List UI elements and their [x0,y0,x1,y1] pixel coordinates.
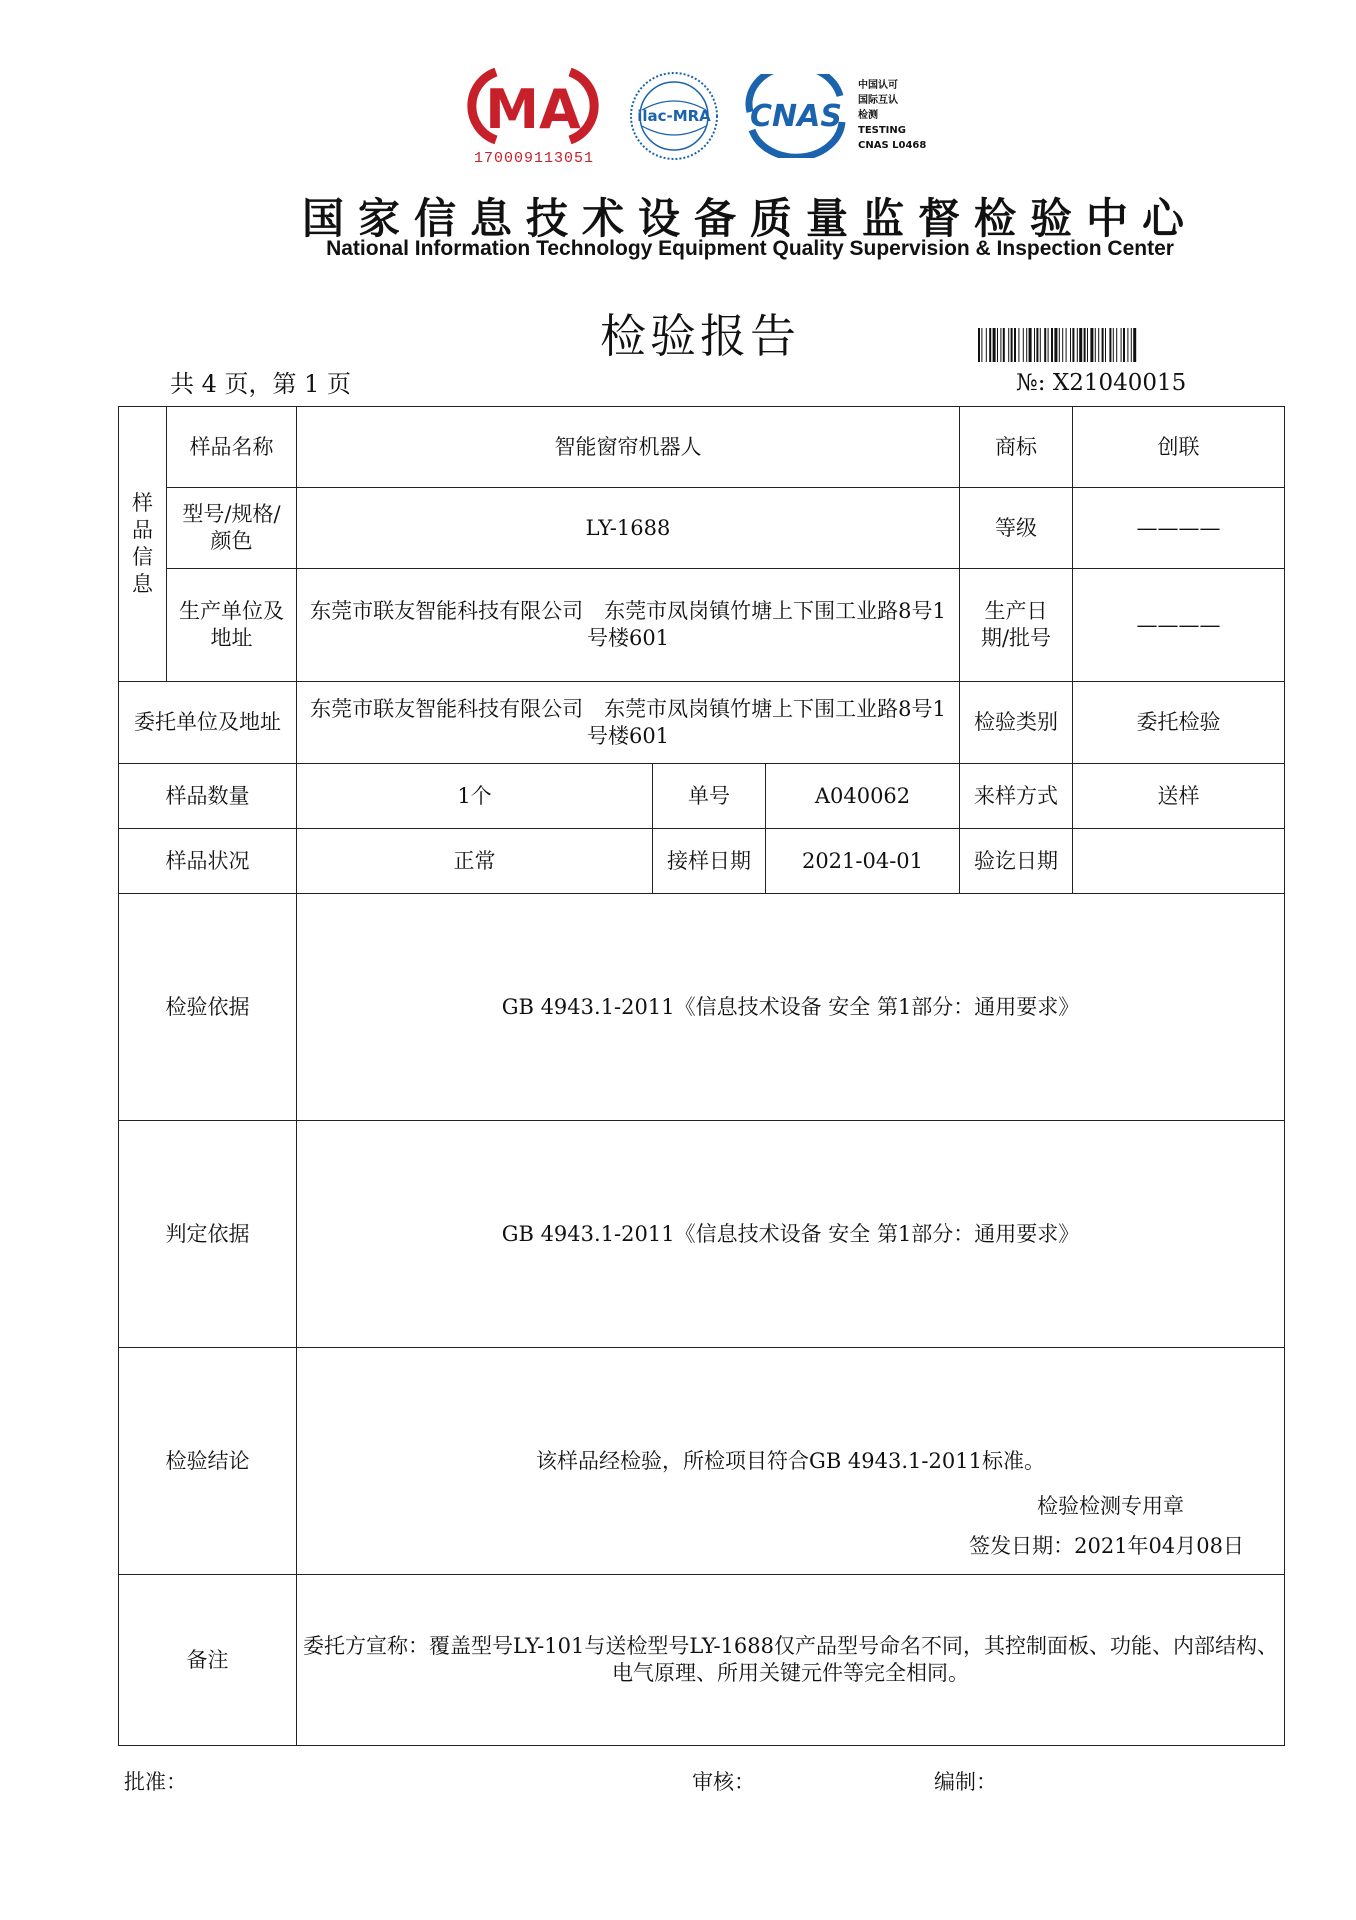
cnas-line-5: CNAS L0468 [858,140,927,151]
barcode-bar [1029,328,1032,362]
manufacturer-value: 东莞市联友智能科技有限公司 东莞市凤岗镇竹塘上下围工业路8号1号楼601 [297,569,960,682]
delivery-value: 送样 [1073,764,1285,829]
conclusion-cell [297,1348,1285,1575]
barcode-bar [1036,328,1038,362]
sample-info-section [119,407,167,682]
model-value: LY-1688 [297,488,960,569]
order-no-value: A040062 [766,764,960,829]
barcode-bar [981,328,982,362]
test-type-value: 委托检验 [1073,682,1285,764]
cma-logo [466,66,600,146]
finish-date-value [1073,829,1285,894]
barcode-bar [1040,328,1041,362]
finish-date-label: 验讫日期 [960,829,1073,894]
barcode-bar [1109,328,1111,362]
judge-label: 判定依据 [119,1121,297,1348]
organization-name-en: National Information Technology Equipment Quality Supervision & Inspection Center [326,237,1174,260]
barcode-bar [1062,328,1063,362]
basis-label: 检验依据 [119,894,297,1121]
judge-value: GB 4943.1-2011《信息技术设备 安全 第1部分：通用要求》 [297,1121,1285,1348]
barcode-bar [1054,328,1057,362]
barcode-bar [1051,328,1053,362]
issue-date: 签发日期：2021年04月08日 [969,1534,1244,1558]
barcode-bar [1084,328,1086,362]
grade-label: 等级 [960,488,1073,569]
barcode-bar [1014,328,1016,362]
page-info: 共 4 页，第 1 页 [170,370,352,398]
barcode-bar [1048,328,1049,362]
inspection-stamp-text: 检验检测专用章 [1037,1494,1184,1518]
barcode-bar [1133,328,1136,362]
barcode-bar [1102,328,1104,362]
prepare-label: 编制： [934,1770,997,1794]
conclusion-text: 该样品经检验，所检项目符合GB 4943.1-2011标准。 [536,1448,1045,1473]
barcode-bar [1008,328,1009,362]
barcode-bar [1018,328,1019,362]
model-label [167,488,297,569]
barcode-bar [1105,328,1106,362]
condition-value: 正常 [297,829,653,894]
remark-value: 委托方宣称：覆盖型号LY-101与送检型号LY-1688仅产品型号命名不同，其控制面板、功能、内部结构、电气原理、所用关键元件等完全相同。 [297,1575,1285,1746]
review-label: 审核： [692,1770,755,1794]
cnas-line-3: 检测 [858,110,878,121]
manufacturer-label-text: 生产单位及地址 [179,599,284,650]
sample-name-value: 智能窗帘机器人 [297,407,960,488]
receive-date-label: 接样日期 [653,829,766,894]
test-type-label: 检验类别 [960,682,1073,764]
conclusion-label: 检验结论 [119,1348,297,1575]
barcode-bar [1059,328,1060,362]
client-label: 委托单位及地址 [119,682,297,764]
organization-name-cn: 国家信息技术设备质量监督检验中心 [301,194,1198,243]
barcode-bar [1066,328,1067,362]
basis-value: GB 4943.1-2011《信息技术设备 安全 第1部分：通用要求》 [297,894,1285,1121]
quantity-label: 样品数量 [119,764,297,829]
barcode-bar [1034,328,1035,362]
cnas-line-4: TESTING [858,125,906,136]
sample-name-label: 样品名称 [167,407,297,488]
cnas-line-2: 国际互认 [858,95,898,106]
barcode-bar [1011,328,1013,362]
barcode-bar [1095,328,1096,362]
barcode-bar [1116,328,1117,362]
cma-number: 170009113051 [473,150,595,167]
ilac-mra-logo [628,70,720,162]
barcode-bar [1026,328,1027,362]
trademark-value: 创联 [1073,407,1285,488]
condition-label: 样品状况 [119,829,297,894]
barcode-bar [1121,328,1122,362]
grade-value: ———— [1073,488,1285,569]
production-date-label [960,569,1073,682]
barcode-bar [1077,328,1078,362]
barcode-bar [1072,328,1074,362]
barcode-bar [1131,328,1132,362]
client-value: 东莞市联友智能科技有限公司 东莞市凤岗镇竹塘上下围工业路8号1号楼601 [297,682,960,764]
barcode-bar [993,328,996,362]
receive-date-value: 2021-04-01 [766,829,960,894]
remark-label: 备注 [119,1575,297,1746]
barcode-bar [1127,328,1128,362]
cma-logo-text: MA [485,78,581,141]
cnas-line-1: 中国认可 [858,80,898,91]
barcode-bar [1003,328,1005,362]
barcode-bar [997,328,998,362]
report-number: №: X21040015 [1016,370,1187,396]
cnas-logo-text: CNAS [750,99,842,134]
cnas-side-text [858,78,926,153]
barcode-bar [1113,328,1114,362]
sample-info-label: 样品信息 [132,491,153,596]
barcode-bar [1098,328,1099,362]
barcode-bar [1087,328,1088,362]
barcode-bar [1090,328,1093,362]
cnas-logo [740,74,852,158]
barcode-bar [1044,328,1046,362]
barcode-bar [1023,328,1024,362]
ilac-logo-text: ilac-MRA [637,107,711,125]
order-no-label: 单号 [653,764,766,829]
quantity-value: 1个 [297,764,653,829]
manufacturer-label [167,569,297,682]
barcode-bar [1079,328,1082,362]
delivery-label: 来样方式 [960,764,1073,829]
barcode-bar [1123,328,1125,362]
barcode-bar [1000,328,1001,362]
approve-label: 批准： [124,1770,187,1794]
model-label-text: 型号/规格/颜色 [182,502,281,553]
report-table [118,406,1285,1746]
barcode-bar [989,328,991,362]
trademark-label: 商标 [960,407,1073,488]
barcode-bar [978,328,980,362]
barcode-bar [1070,328,1071,362]
production-date-value: ———— [1073,569,1285,682]
barcode-bar [986,328,987,362]
report-title: 检验报告 [600,309,800,363]
barcode [978,328,1268,362]
production-date-label-text: 生产日期/批号 [980,599,1052,650]
